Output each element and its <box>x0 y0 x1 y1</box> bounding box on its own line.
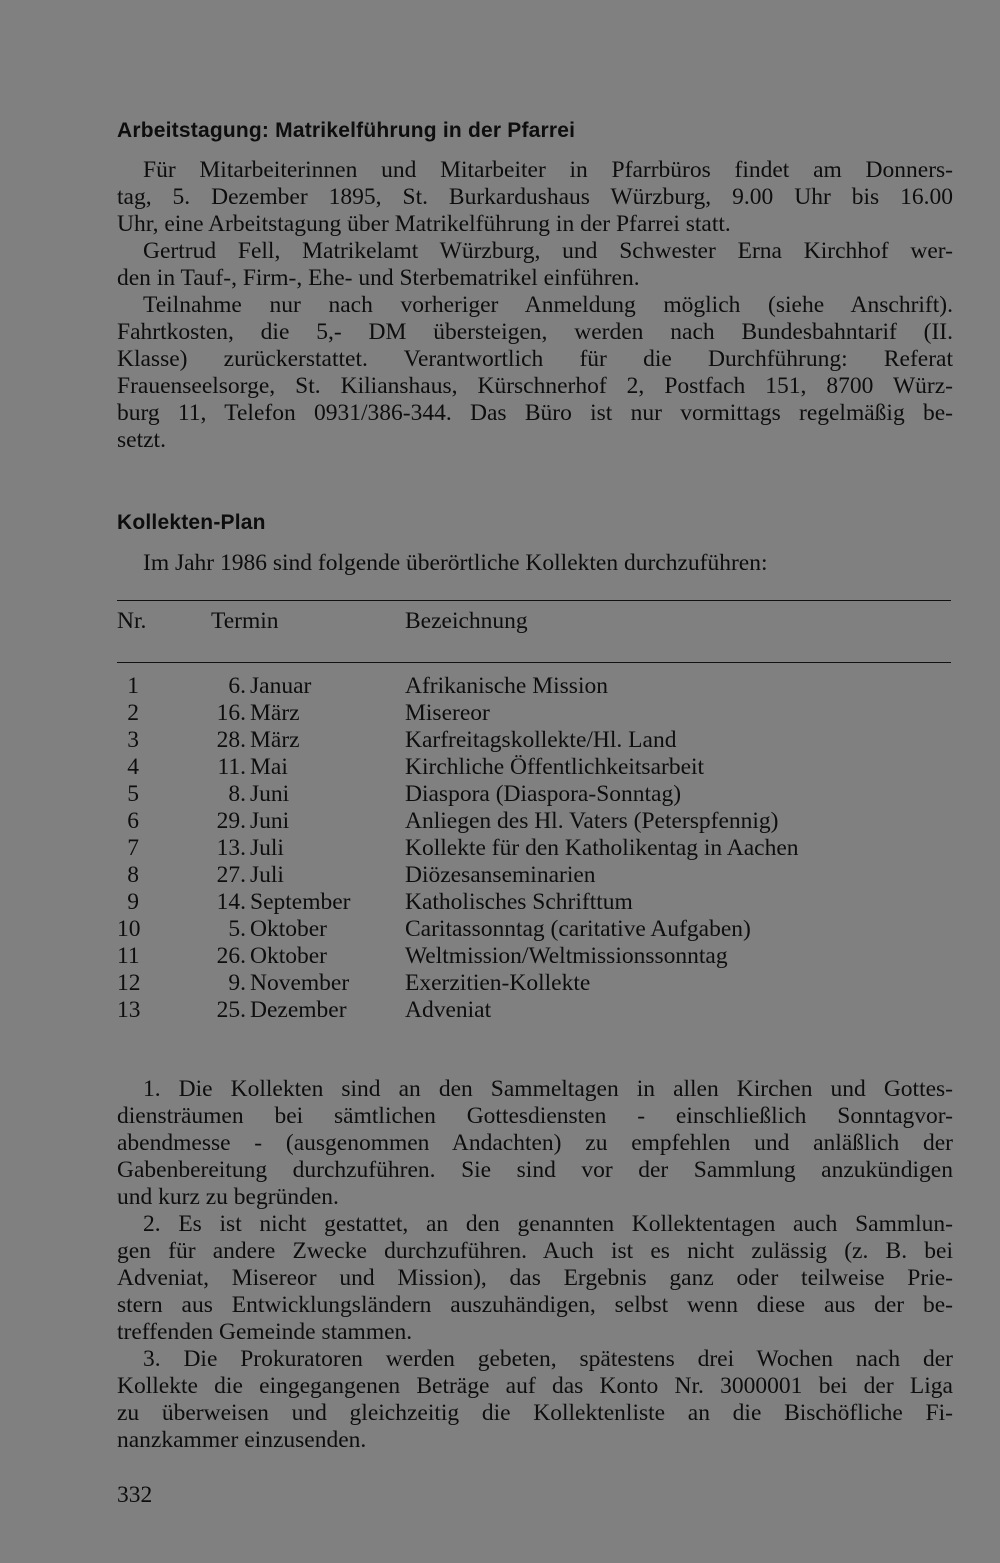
text-line: Gertrud Fell, Matrikelamt Würzburg, und Schwester Erna Kirchhof wer- <box>143 238 953 264</box>
table-header-rule <box>117 662 951 663</box>
text-line: abendmesse - (ausgenommen Andachten) zu empfehlen und anläßlich der <box>117 1130 953 1156</box>
text-line: 3. Die Prokuratoren werden gebeten, spätestens drei Wochen nach der <box>143 1346 953 1372</box>
cell-bezeichnung: Karfreitagskollekte/Hl. Land <box>405 727 677 753</box>
cell-nr: 13 <box>117 997 141 1023</box>
text-line: Fahrtkosten, die 5,- DM übersteigen, werden nach Bundesbahntarif (II. <box>117 319 953 345</box>
header-termin: Termin <box>211 608 279 634</box>
cell-month: Juni <box>250 808 290 834</box>
cell-month: März <box>250 727 300 753</box>
header-bezeichnung: Bezeichnung <box>405 608 528 634</box>
cell-bezeichnung: Afrikanische Mission <box>405 673 608 699</box>
table-row <box>0 889 1000 916</box>
cell-day: 6. <box>228 673 246 699</box>
cell-day: 9. <box>228 970 246 996</box>
cell-month: Oktober <box>250 916 328 942</box>
cell-nr: 6 <box>127 808 139 834</box>
cell-nr: 5 <box>127 781 139 807</box>
cell-day: 25. <box>216 997 246 1023</box>
text-line: diensträumen bei sämtlichen Gottesdiensten - einschließlich Sonntagvor- <box>117 1103 953 1129</box>
cell-day: 11. <box>217 754 246 780</box>
table-row <box>0 997 1000 1024</box>
cell-bezeichnung: Anliegen des Hl. Vaters (Peterspfennig) <box>405 808 779 834</box>
cell-nr: 8 <box>127 862 139 888</box>
cell-day: 29. <box>216 808 246 834</box>
text-line: 1. Die Kollekten sind an den Sammeltagen in allen Kirchen und Gottes- <box>143 1076 953 1102</box>
text-line: Klasse) zurückerstattet. Verantwortlich für die Durchführung: Referat <box>117 346 953 372</box>
cell-month: März <box>250 700 300 726</box>
table-row <box>0 754 1000 781</box>
cell-bezeichnung: Exerzitien-Kollekte <box>405 970 591 996</box>
text-line: den in Tauf-, Firm-, Ehe- und Sterbematrikel einführen. <box>117 265 640 291</box>
text-line: 2. Es ist nicht gestattet, an den genannten Kollektentagen auch Sammlun- <box>143 1211 953 1237</box>
cell-day: 13. <box>216 835 246 861</box>
text-line: zu überweisen und gleichzeitig die Kollektenliste an die Bischöfliche Fi- <box>117 1400 953 1426</box>
cell-nr: 3 <box>127 727 139 753</box>
text-line: nanzkammer einzusenden. <box>117 1427 367 1453</box>
text-line: gen für andere Zwecke durchzuführen. Auch ist es nicht zulässig (z. B. bei <box>117 1238 953 1264</box>
table-row <box>0 970 1000 997</box>
cell-month: Mai <box>250 754 288 780</box>
cell-nr: 7 <box>127 835 139 861</box>
cell-day: 27. <box>216 862 246 888</box>
cell-month: November <box>250 970 350 996</box>
table-top-rule <box>117 600 951 601</box>
text-line: setzt. <box>117 427 166 453</box>
text-line: Adveniat, Misereor und Mission), das Ergebnis ganz oder teilweise Prie- <box>117 1265 953 1291</box>
cell-day: 26. <box>216 943 246 969</box>
table-row <box>0 700 1000 727</box>
cell-nr: 1 <box>127 673 139 699</box>
cell-bezeichnung: Katholisches Schrifttum <box>405 889 633 915</box>
cell-day: 14. <box>216 889 246 915</box>
cell-day: 8. <box>228 781 246 807</box>
cell-month: September <box>250 889 351 915</box>
table-row <box>0 943 1000 970</box>
cell-day: 16. <box>216 700 246 726</box>
cell-month: Juli <box>250 862 284 888</box>
text-line: Gabenbereitung durchzuführen. Sie sind vor der Sammlung anzukündigen <box>117 1157 953 1183</box>
cell-bezeichnung: Diaspora (Diaspora-Sonntag) <box>405 781 682 807</box>
cell-month: Januar <box>250 673 312 699</box>
cell-nr: 12 <box>117 970 141 996</box>
text-line: burg 11, Telefon 0931/386-344. Das Büro ist nur vormittags regelmäßig be- <box>117 400 953 426</box>
kollekten-intro <box>117 550 953 577</box>
text-line: stern aus Entwicklungsländern auszuhändigen, selbst wenn diese aus der be- <box>117 1292 953 1318</box>
cell-nr: 4 <box>127 754 139 780</box>
cell-bezeichnung: Kollekte für den Katholikentag in Aachen <box>405 835 799 861</box>
cell-nr: 9 <box>127 889 139 915</box>
cell-day: 5. <box>228 916 246 942</box>
table-row <box>0 673 1000 700</box>
text-line: tag, 5. Dezember 1895, St. Burkardushaus Würzburg, 9.00 Uhr bis 16.00 <box>117 184 953 210</box>
cell-bezeichnung: Weltmission/Weltmissionssonntag <box>405 943 728 969</box>
cell-month: Dezember <box>250 997 347 1023</box>
table-row <box>0 835 1000 862</box>
table-row <box>0 808 1000 835</box>
cell-month: Juli <box>250 835 284 861</box>
text-line: Uhr, eine Arbeitstagung über Matrikelführung in der Pfarrei statt. <box>117 211 731 237</box>
cell-month: Juni <box>250 781 290 807</box>
cell-nr: 10 <box>117 916 141 942</box>
intro-text: Im Jahr 1986 sind folgende überörtliche Kollekten durchzuführen: <box>143 550 768 576</box>
cell-bezeichnung: Adveniat <box>405 997 492 1023</box>
kollekten-notes <box>117 1076 953 1454</box>
cell-bezeichnung: Misereor <box>405 700 490 726</box>
text-line: und kurz zu begründen. <box>117 1184 339 1210</box>
page-number: 332 <box>117 1482 153 1508</box>
cell-day: 28. <box>216 727 246 753</box>
cell-bezeichnung: Diözesanseminarien <box>405 862 596 888</box>
cell-nr: 11 <box>117 943 140 969</box>
text-line: Frauenseelsorge, St. Kilianshaus, Kürschnerhof 2, Postfach 151, 8700 Würz- <box>117 373 953 399</box>
table-row <box>0 862 1000 889</box>
header-nr: Nr. <box>117 608 147 634</box>
text-line: treffenden Gemeinde stammen. <box>117 1319 413 1345</box>
table-row <box>0 727 1000 754</box>
cell-bezeichnung: Kirchliche Öffentlichkeitsarbeit <box>405 754 705 780</box>
text-line: Kollekte die eingegangenen Beträge auf das Konto Nr. 3000001 bei der Liga <box>117 1373 953 1399</box>
cell-nr: 2 <box>127 700 139 726</box>
table-row <box>0 916 1000 943</box>
text-line: Teilnahme nur nach vorheriger Anmeldung möglich (siehe Anschrift). <box>143 292 953 318</box>
cell-month: Oktober <box>250 943 328 969</box>
text-line: Für Mitarbeiterinnen und Mitarbeiter in Pfarrbüros findet am Donners- <box>143 157 953 183</box>
table-row <box>0 781 1000 808</box>
section1-body <box>117 157 953 454</box>
section-heading-matrikel: Arbeitstagung: Matrikelführung in der Pfarrei <box>117 119 576 142</box>
section-heading-kollekten: Kollekten-Plan <box>117 511 266 534</box>
cell-bezeichnung: Caritassonntag (caritative Aufgaben) <box>405 916 751 942</box>
